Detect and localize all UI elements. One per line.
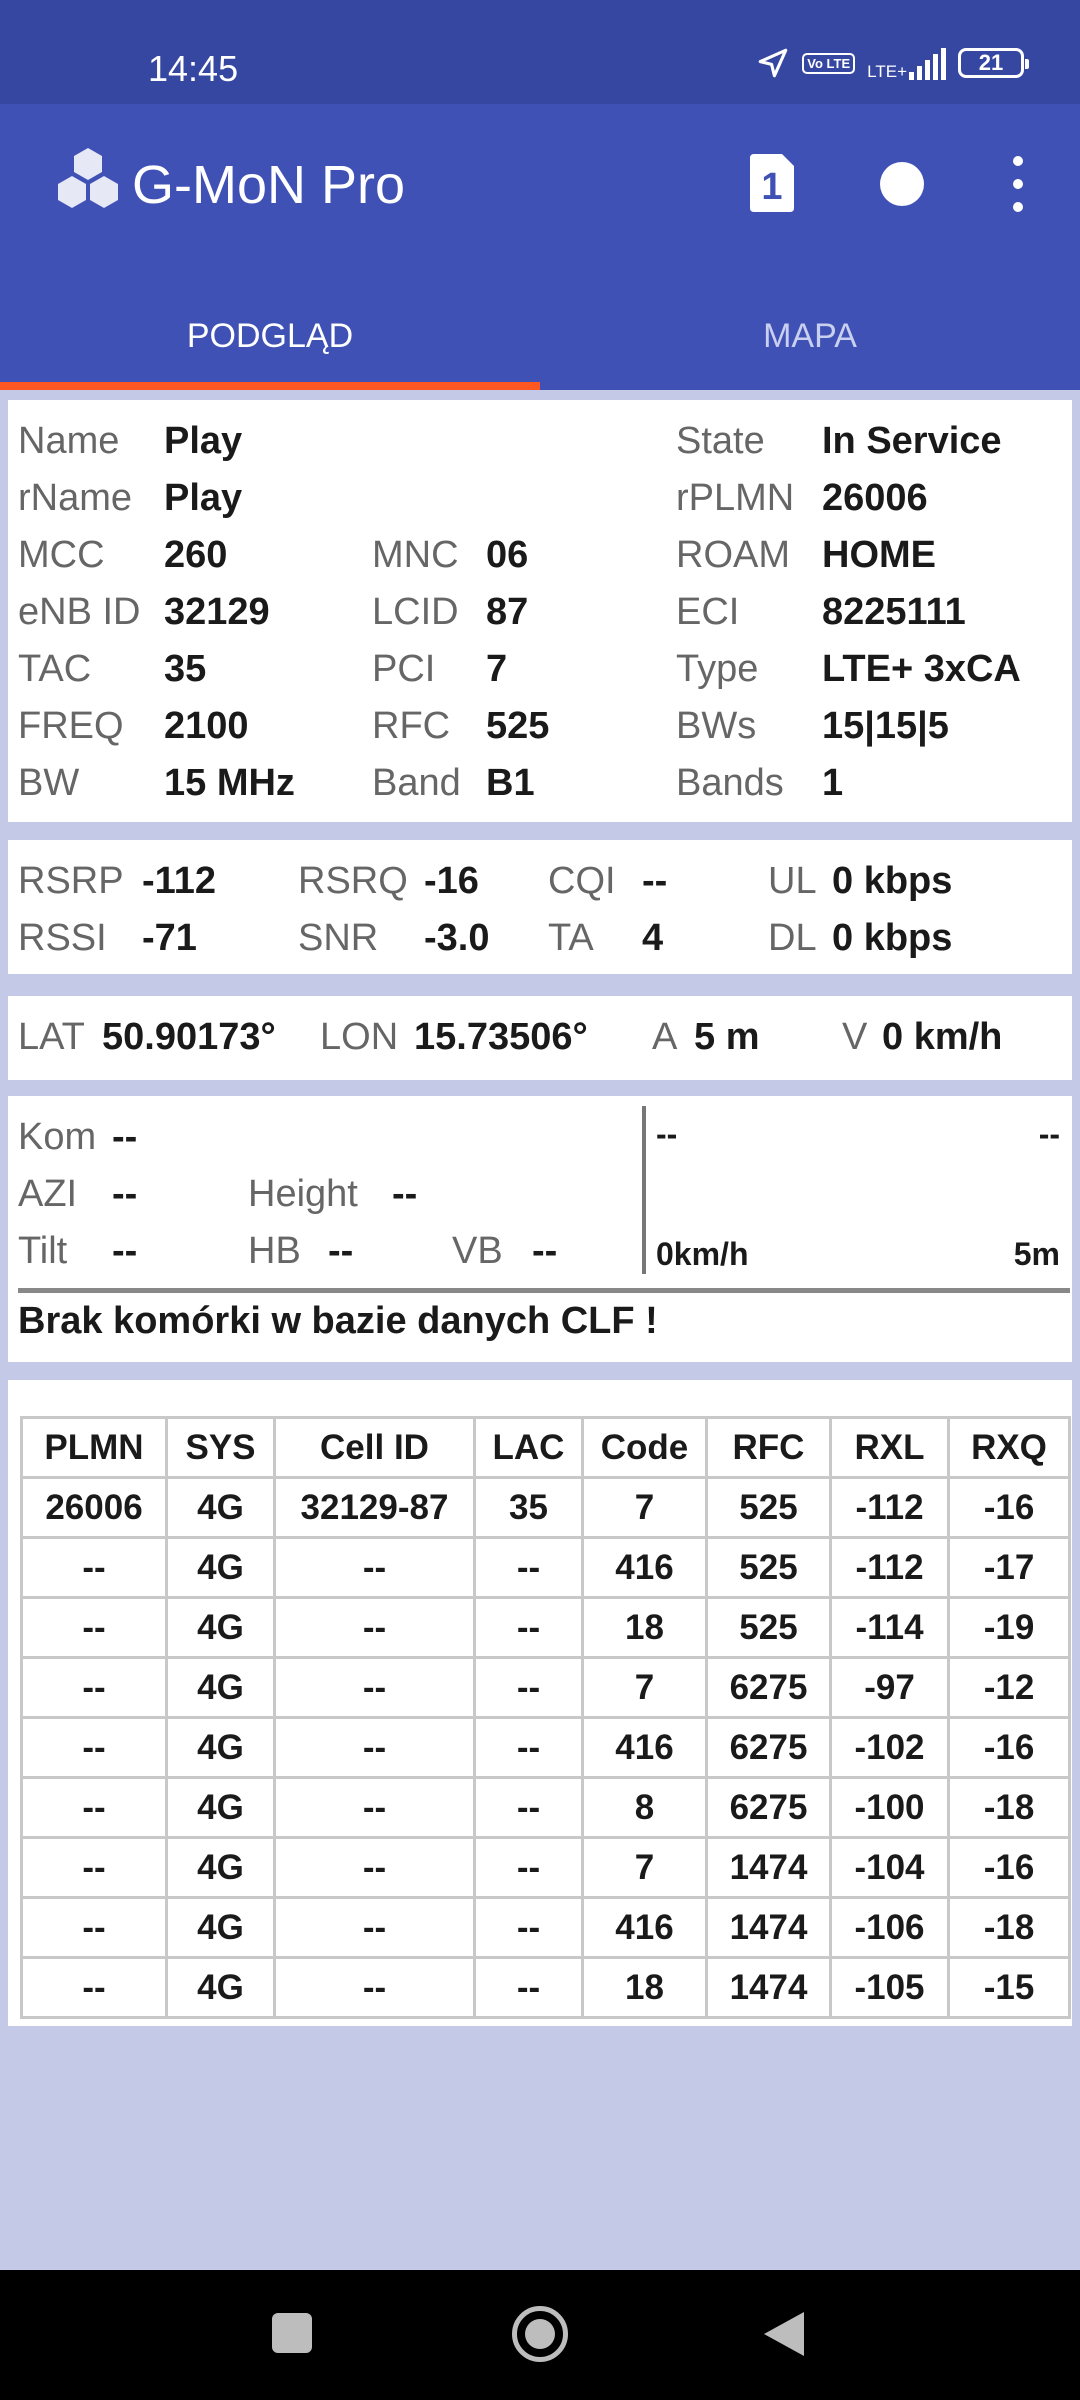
cell-sys: 4G [167,1898,275,1958]
enb-value: 32129 [164,591,270,633]
cell-rxl: -104 [831,1838,949,1898]
status-bar [0,0,1080,104]
azi-label: AZI [18,1173,78,1215]
bws-label: BWs [676,705,757,747]
sim-1-icon[interactable] [746,152,798,214]
cell-rxq: -15 [949,1958,1070,2018]
col-code: Code [583,1418,707,1478]
freq-label: FREQ [18,705,124,747]
roam-value: HOME [822,534,936,576]
cell-rxl: -106 [831,1898,949,1958]
lon-value: 15.73506° [414,1016,588,1058]
cell-rxl: -102 [831,1718,949,1778]
col-plmn: PLMN [22,1418,167,1478]
rsrp-label: RSRP [18,860,124,902]
speed-label: V [842,1016,868,1058]
signal-card [8,840,1072,974]
band-label: Band [372,762,461,804]
col-sys: SYS [167,1418,275,1478]
cell-code: 416 [583,1718,707,1778]
cell-plmn: -- [22,1598,167,1658]
cell-cell-id: -- [275,1718,475,1778]
cell-code: 8 [583,1778,707,1838]
cell-code: 7 [583,1478,707,1538]
cell-plmn: -- [22,1898,167,1958]
system-nav-bar [0,2270,1080,2400]
cqi-label: CQI [548,860,616,902]
cell-rfc: 6275 [707,1778,831,1838]
back-triangle-icon[interactable] [764,2312,804,2356]
tac-value: 35 [164,648,207,690]
rsrp-value: -112 [142,860,216,902]
cell-lac: -- [475,1658,583,1718]
graph-top-left: -- [656,1116,678,1152]
altitude-label: A [652,1016,678,1058]
table-row [22,1838,1070,1898]
cell-code: 416 [583,1538,707,1598]
cell-rfc: 6275 [707,1658,831,1718]
bw-label: BW [18,762,80,804]
cell-rxq: -16 [949,1718,1070,1778]
hb-value: -- [328,1230,354,1272]
col-rfc: RFC [707,1418,831,1478]
cell-rfc: 1474 [707,1838,831,1898]
cell-rfc: 1474 [707,1898,831,1958]
status-icons [756,46,1024,80]
enb-label: eNB ID [18,591,141,633]
rsrq-label: RSRQ [298,860,408,902]
cell-cell-id: -- [275,1598,475,1658]
cell-sys: 4G [167,1838,275,1898]
tilt-value: -- [112,1230,138,1272]
cell-rxl: -112 [831,1538,949,1598]
rplmn-label: rPLMN [676,477,795,519]
snr-label: SNR [298,917,379,959]
table-row [22,1958,1070,2018]
cell-plmn: 26006 [22,1478,167,1538]
cell-sys: 4G [167,1538,275,1598]
height-label: Height [248,1173,358,1215]
cell-lac: -- [475,1838,583,1898]
rname-label: rName [18,477,133,519]
bands-value: 1 [822,762,844,804]
band-value: B1 [486,762,535,804]
rssi-value: -71 [142,917,197,959]
rfc-value: 525 [486,705,550,747]
ta-value: 4 [642,917,664,959]
cell-database-card [8,1096,1072,1362]
cell-code: 18 [583,1958,707,2018]
lcid-label: LCID [372,591,459,633]
cell-cell-id: -- [275,1538,475,1598]
table-row [22,1778,1070,1838]
mcc-label: MCC [18,534,105,576]
cell-rxl: -105 [831,1958,949,2018]
freq-value: 2100 [164,705,249,747]
eci-label: ECI [676,591,740,633]
kom-label: Kom [18,1116,97,1158]
state-label: State [676,420,765,462]
altitude-value: 5 m [694,1016,760,1058]
ta-label: TA [548,917,594,959]
more-vert-icon[interactable] [1000,156,1036,212]
cell-lac: -- [475,1598,583,1658]
cell-rxl: -100 [831,1778,949,1838]
status-time: 14:45 [148,48,239,89]
tilt-label: Tilt [18,1230,68,1272]
rfc-label: RFC [372,705,451,747]
section-divider [18,1288,1070,1293]
type-value: LTE+ 3xCA [822,648,1021,690]
cell-code: 7 [583,1838,707,1898]
table-row [22,1478,1070,1538]
cell-rxq: -16 [949,1838,1070,1898]
navigation-arrow-icon [756,46,790,80]
cell-rfc: 6275 [707,1718,831,1778]
cell-sys: 4G [167,1658,275,1718]
sim-label: 1 [761,166,783,208]
cell-code: 18 [583,1598,707,1658]
cell-code: 7 [583,1658,707,1718]
height-value: -- [392,1173,418,1215]
cell-rxq: -12 [949,1658,1070,1718]
mnc-value: 06 [486,534,529,576]
battery-level: 21 [978,50,1004,75]
cell-cell-id: -- [275,1838,475,1898]
eci-value: 8225111 [822,591,966,633]
cell-rxq: -16 [949,1478,1070,1538]
table-row [22,1718,1070,1778]
cell-sys: 4G [167,1598,275,1658]
cell-plmn: -- [22,1718,167,1778]
table-row [22,1598,1070,1658]
cell-code: 416 [583,1898,707,1958]
cell-plmn: -- [22,1538,167,1598]
cell-rfc: 525 [707,1598,831,1658]
rsrq-value: -16 [424,860,479,902]
volte-icon: Vo LTE [802,53,855,74]
cell-lac: -- [475,1718,583,1778]
rplmn-value: 26006 [822,477,928,519]
azi-value: -- [112,1173,138,1215]
lon-label: LON [320,1016,399,1058]
cell-plmn: -- [22,1838,167,1898]
cell-lac: -- [475,1958,583,2018]
lcid-value: 87 [486,591,529,633]
signal-bars-icon [867,46,946,80]
cell-rxq: -18 [949,1898,1070,1958]
mcc-value: 260 [164,534,228,576]
battery-icon [958,48,1024,78]
bws-value: 15|15|5 [822,705,949,747]
app-bar [0,104,1080,390]
pci-value: 7 [486,648,508,690]
serving-cell-card [8,400,1072,822]
lat-label: LAT [18,1016,85,1058]
vb-value: -- [532,1230,558,1272]
vb-label: VB [452,1230,503,1272]
tab-mapa[interactable]: MAPA [763,317,857,355]
cell-lac: 35 [475,1478,583,1538]
cell-sys: 4G [167,1478,275,1538]
cell-sys: 4G [167,1958,275,2018]
bands-label: Bands [676,762,784,804]
table-row [22,1538,1070,1598]
bw-value: 15 MHz [164,762,295,804]
state-value: In Service [822,420,1002,462]
ul-value: 0 kbps [832,860,953,902]
table-header-row [22,1418,1070,1478]
cell-rxq: -17 [949,1538,1070,1598]
app-title: G-MoN Pro [132,155,406,215]
active-tab-indicator [0,382,540,390]
dl-value: 0 kbps [832,917,953,959]
cqi-value: -- [642,860,668,902]
tac-label: TAC [18,648,92,690]
col-rxl: RXL [831,1418,949,1478]
hexagon-logo-icon [52,146,124,218]
gps-card [8,996,1072,1080]
cell-rxl: -112 [831,1478,949,1538]
tab-podglad[interactable]: PODGLĄD [186,317,354,355]
hb-label: HB [248,1230,301,1272]
cell-cell-id: -- [275,1898,475,1958]
cell-plmn: -- [22,1958,167,2018]
snr-value: -3.0 [424,917,490,959]
neighbor-cells-card [8,1380,1072,2026]
rssi-label: RSSI [18,917,107,959]
cell-sys: 4G [167,1718,275,1778]
dl-label: DL [768,917,817,959]
cell-rfc: 525 [707,1478,831,1538]
graph-altitude-label: 5m [1013,1236,1060,1272]
kom-value: -- [112,1116,138,1158]
lat-value: 50.90173° [102,1016,276,1058]
col-lac: LAC [475,1418,583,1478]
speed-value: 0 km/h [882,1016,1003,1058]
type-label: Type [676,648,759,690]
signal-bars [909,46,946,80]
neighbor-cells-table [20,1416,1071,2019]
cell-rxq: -18 [949,1778,1070,1838]
cell-rfc: 525 [707,1538,831,1598]
name-value: Play [164,420,243,462]
roam-label: ROAM [676,534,790,576]
recents-square-icon[interactable] [272,2313,312,2353]
cell-plmn: -- [22,1778,167,1838]
pci-label: PCI [372,648,436,690]
mnc-label: MNC [372,534,459,576]
table-row [22,1658,1070,1718]
table-row [22,1898,1070,1958]
col-rxq: RXQ [949,1418,1070,1478]
cell-rxq: -19 [949,1598,1070,1658]
col-cell-id: Cell ID [275,1418,475,1478]
cell-cell-id: 32129-87 [275,1478,475,1538]
missing-cell-warning: Brak komórki w bazie danych CLF ! [18,1300,658,1342]
cell-lac: -- [475,1538,583,1598]
graph-speed-label: 0km/h [656,1236,749,1272]
ul-label: UL [768,860,817,902]
name-label: Name [18,420,120,462]
cell-rxl: -114 [831,1598,949,1658]
rname-value: Play [164,477,243,519]
network-type: LTE+ [867,62,907,81]
graph-divider [642,1106,646,1274]
cell-cell-id: -- [275,1778,475,1838]
cell-plmn: -- [22,1658,167,1718]
graph-top-right: -- [1038,1116,1060,1152]
cell-lac: -- [475,1778,583,1838]
cell-lac: -- [475,1898,583,1958]
cell-rfc: 1474 [707,1958,831,2018]
cell-sys: 4G [167,1778,275,1838]
cell-cell-id: -- [275,1958,475,2018]
home-circle-icon[interactable] [512,2306,568,2362]
cell-rxl: -97 [831,1658,949,1718]
cell-cell-id: -- [275,1658,475,1718]
record-dot-icon[interactable] [880,162,924,206]
